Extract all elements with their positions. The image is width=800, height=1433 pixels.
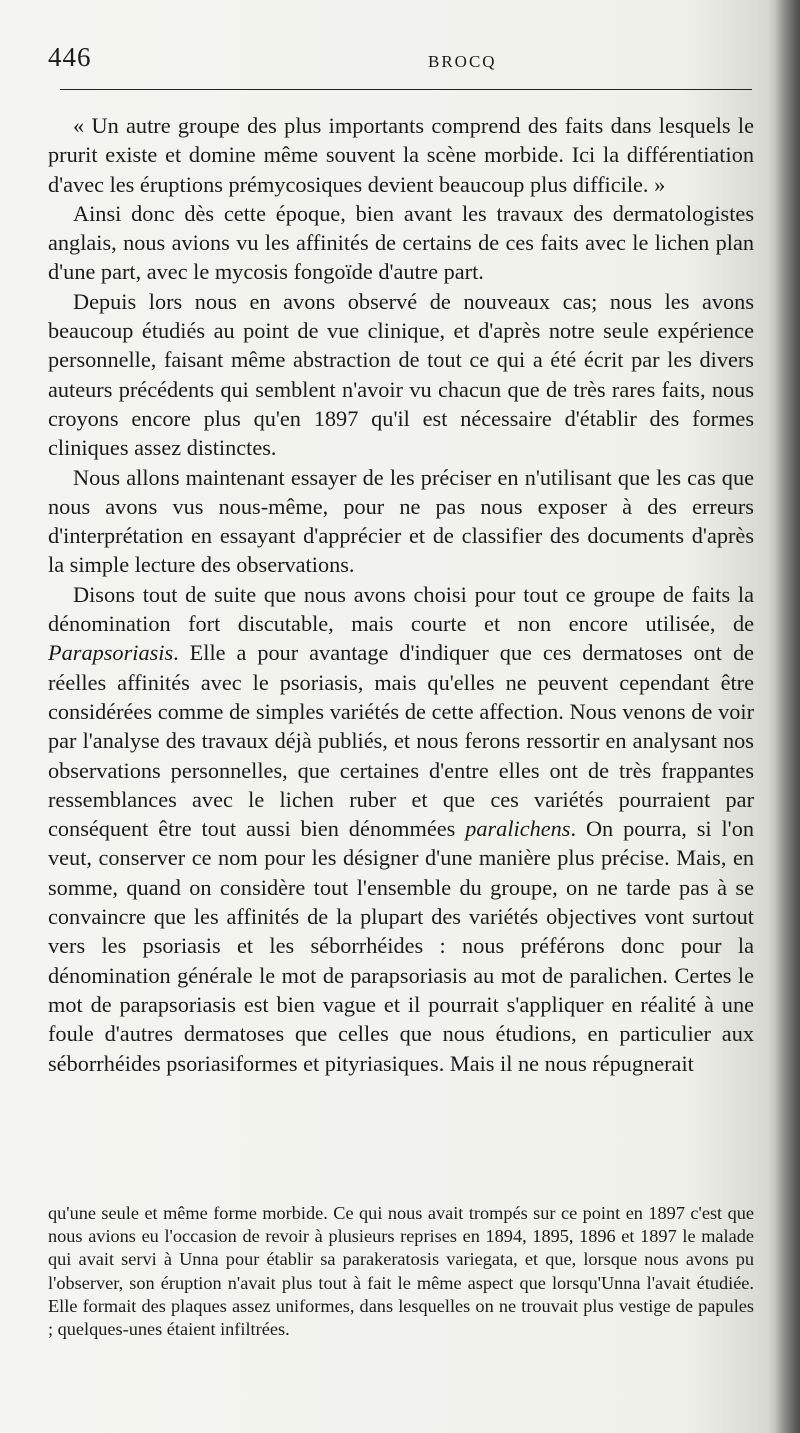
header-rule [60, 89, 752, 90]
paragraph-4: Nous allons maintenant essayer de les préciser en n'utilisant que les cas que nous avons vus nous-même, pour ne pas nous exposer à des erreurs d'interprétation en essayant d'apprécier et de classifier des documents d'après la simple lecture des observations. [48, 464, 754, 578]
paragraph-2: Ainsi donc dès cette époque, bien avant les travaux des dermatologistes anglais, nous avions vu les affinités de certains de ces faits avec le lichen plan d'une part, avec le mycosis fongoïde d'autre part. [48, 200, 754, 285]
paragraph-5 [48, 580, 754, 1078]
paragraph-1: « Un autre groupe des plus importants comprend des faits dans lesquels le prurit existe et domine même souvent la scène morbide. Ici la différentiation d'avec les éruptions prémycosiques devient beaucoup plus difficile. » [48, 113, 754, 197]
term-parapsoriasis: Parapsoriasis [48, 640, 174, 666]
page-number: 446 [48, 42, 92, 72]
page-edge-shadow [776, 0, 800, 1433]
term-paralichens: paralichens [465, 816, 571, 842]
footnote [48, 1202, 754, 1341]
footnote-text: qu'une seule et même forme morbide. Ce qui nous avait trompés sur ce point en 1897 c'est que nous avions eu l'occasion de revoir à plusieurs reprises en 1894, 1895, 1896 et 1897 le malade qui avait servi à Unna pour établir sa parakeratosis variegata, et que, lorsque nous avons pu l'observer, son éruption n'avait plus tout à fait le même aspect que lorsqu'Unna l'avait étudiée. Elle formait des plaques assez uniformes, dans lesquelles on ne trouvait plus vestige de papules ; quelques-unes étaient infiltrées. [48, 1203, 754, 1340]
running-head [48, 40, 752, 80]
paragraph-5-text-b: . Elle a pour avantage d'indiquer que ces dermatoses ont de réelles affinités avec le psoriasis, mais qu'elles ne peuvent cependant être considérées comme de simples variétés de cette affection. Nous venons de voir par l'analyse des travaux déjà publiés, et nous ferons ressortir en analysant nos observations personnelles, que certaines d'entre elles ont de très frappantes ressemblances avec le lichen ruber et que ces variétés pourraient par conséquent être tout aussi bien dénommées [48, 640, 754, 842]
paragraph-5-text-c: . On pourra, si l'on veut, conserver ce nom pour les désigner d'une manière plus précise. Mais, en somme, quand on considère tout l'ensemble du groupe, on ne tarde pas à se convaincre que les affinités de la plupart des variétés objectives vont surtout vers les psoriasis et les séborrhéides : nous préférons donc pour la dénomination générale le mot de parapsoriasis au mot de paralichen. Certes le mot de parapsoriasis est bien vague et il pourrait s'appliquer en réalité à une foule d'autres dermatoses que celles que nous étudions, en particulier aux séborrhéides psoriasiformes et pityriasiques. Mais il ne nous répugnerait [48, 816, 754, 1076]
body-text [48, 111, 754, 1078]
paragraph-3: Depuis lors nous en avons observé de nouveaux cas; nous les avons beaucoup étudiés au point de vue clinique, et d'après notre seule expérience personnelle, faisant même abstraction de tout ce qui a été écrit par les divers auteurs précédents qui semblent n'avoir vu chacun que de très rares faits, nous croyons encore plus qu'en 1897 qu'il est nécessaire d'établir des formes cliniques assez distinctes. [48, 288, 754, 461]
paragraph-5-text-a: Disons tout de suite que nous avons choisi pour tout ce groupe de faits la dénomination fort discutable, mais courte et non encore utilisée, de [48, 581, 754, 637]
running-title: BROCQ [428, 52, 497, 71]
